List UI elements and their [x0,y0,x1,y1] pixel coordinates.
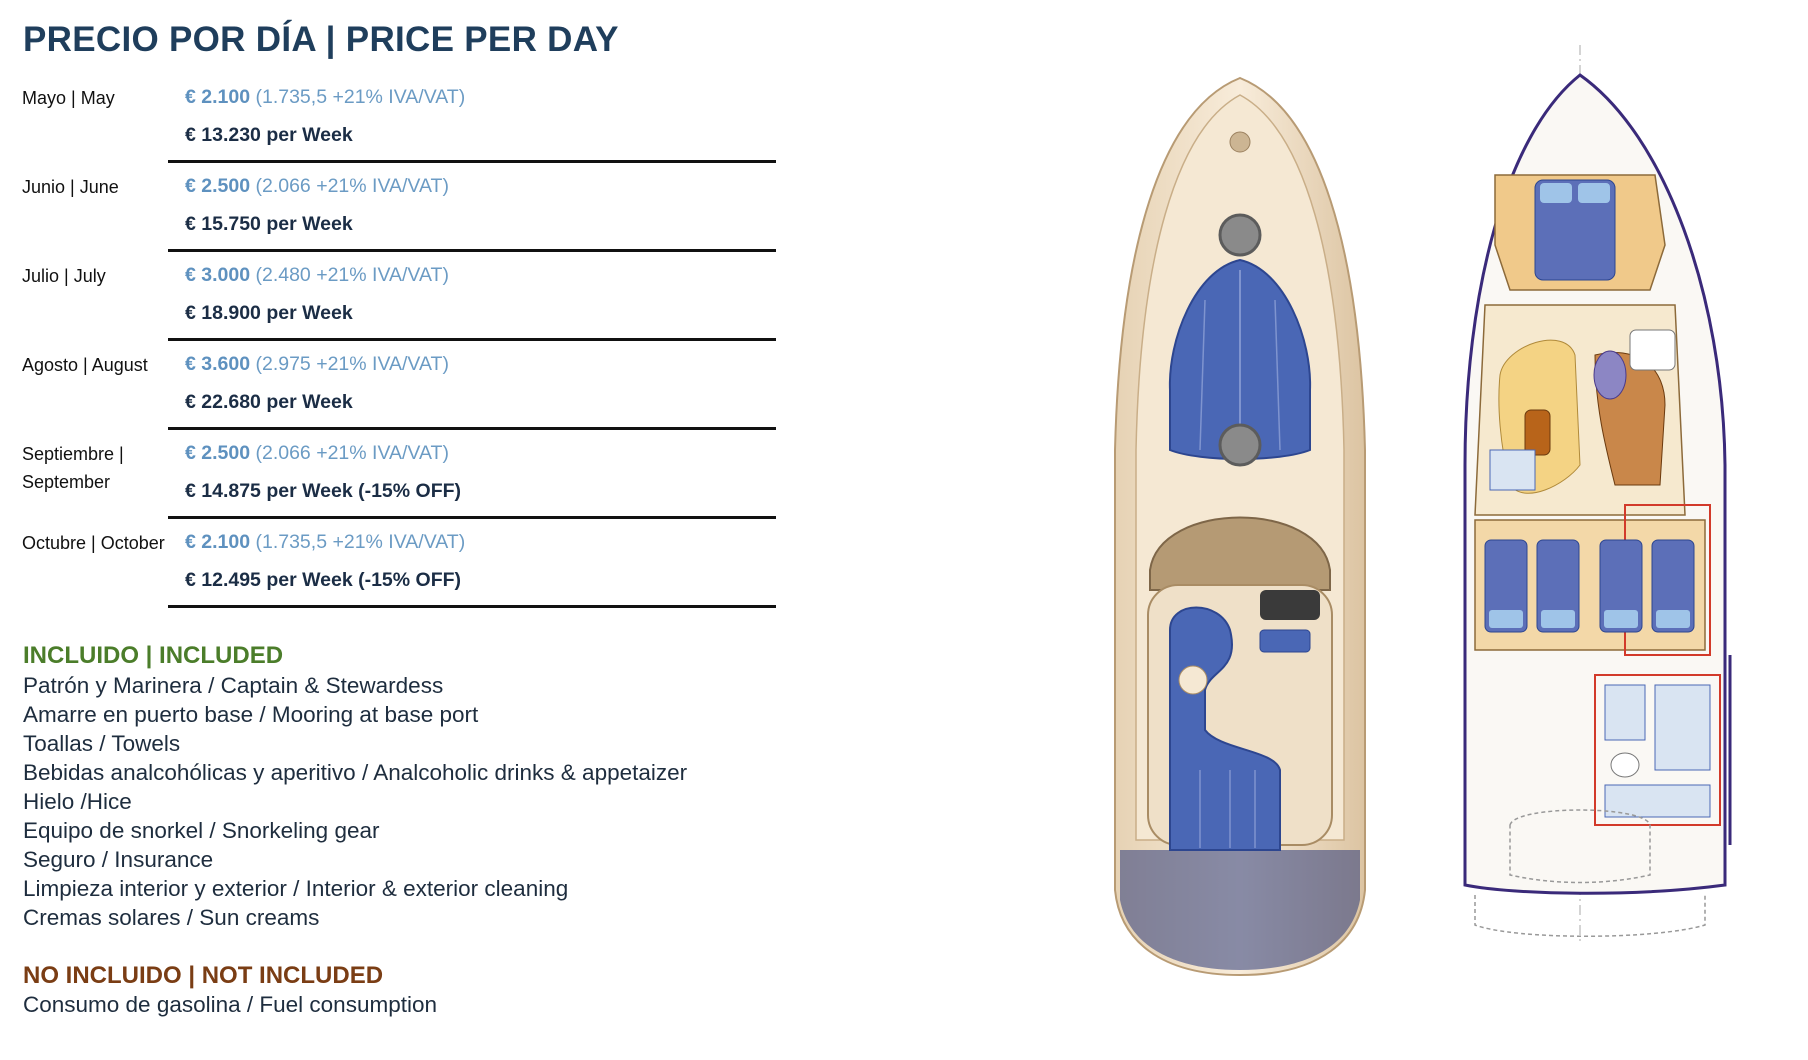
price-row-august [0,351,790,441]
day-price-amount: € 2.500 [185,175,251,197]
boat-deck-illustration [1100,70,1380,980]
row-divider [168,160,776,163]
day-price-detail: (2.975 +21% IVA/VAT) [255,353,449,375]
price-row-september [0,440,790,530]
list-item: Seguro / Insurance [23,847,214,872]
included-heading: INCLUIDO | INCLUDED [23,642,284,669]
price-row-may [0,84,790,174]
day-price [185,264,449,287]
day-price [185,353,449,376]
list-item: Bebidas analcohólicas y aperitivo / Analcoholic drinks & appetaizer [23,760,688,785]
list-item: Toallas / Towels [23,731,181,756]
day-price [185,442,449,465]
month-label: Mayo | May [22,88,115,108]
month-label: Julio | July [22,266,106,286]
month-label: Agosto | August [22,355,148,375]
day-price-detail: (2.480 +21% IVA/VAT) [255,264,449,286]
month-label: Septiembre | September [22,444,124,492]
list-item: Hielo /Hice [23,789,132,814]
row-divider [168,249,776,252]
row-divider [168,338,776,341]
week-price: € 14.875 per Week (-15% OFF) [185,480,462,502]
day-price [185,531,465,554]
day-price-amount: € 3.000 [185,264,251,286]
week-price: € 18.900 per Week [185,302,353,324]
day-price-detail: (2.066 +21% IVA/VAT) [255,442,449,464]
price-row-july [0,262,790,352]
price-row-october [0,529,790,619]
day-price [185,86,465,109]
not-included-list [23,990,437,1019]
price-row-june [0,173,790,263]
week-price: € 15.750 per Week [185,213,353,235]
list-item: Amarre en puerto base / Mooring at base port [23,702,479,727]
week-price: € 22.680 per Week [185,391,353,413]
month-label: Octubre | October [22,533,165,553]
day-price-detail: (1.735,5 +21% IVA/VAT) [255,531,466,553]
day-price-amount: € 3.600 [185,353,251,375]
row-divider [168,427,776,430]
week-price: € 13.230 per Week [185,124,353,146]
day-price [185,175,449,198]
row-divider [168,605,776,608]
boat-interior-plan [1455,45,1745,945]
list-item: Limpieza interior y exterior / Interior & exterior cleaning [23,876,569,901]
list-item: Equipo de snorkel / Snorkeling gear [23,818,380,843]
day-price-detail: (2.066 +21% IVA/VAT) [255,175,449,197]
list-item: Consumo de gasolina / Fuel consumption [23,992,437,1017]
not-included-heading: NO INCLUIDO | NOT INCLUDED [23,962,384,989]
list-item: Patrón y Marinera / Captain & Stewardess [23,673,444,698]
included-list [23,671,687,932]
row-divider [168,516,776,519]
week-price: € 12.495 per Week (-15% OFF) [185,569,462,591]
day-price-detail: (1.735,5 +21% IVA/VAT) [255,86,466,108]
day-price-amount: € 2.100 [185,531,251,553]
month-label: Junio | June [22,177,119,197]
list-item: Cremas solares / Sun creams [23,905,320,930]
day-price-amount: € 2.500 [185,442,251,464]
page-title: PRECIO POR DÍA | PRICE PER DAY [23,20,619,59]
day-price-amount: € 2.100 [185,86,251,108]
